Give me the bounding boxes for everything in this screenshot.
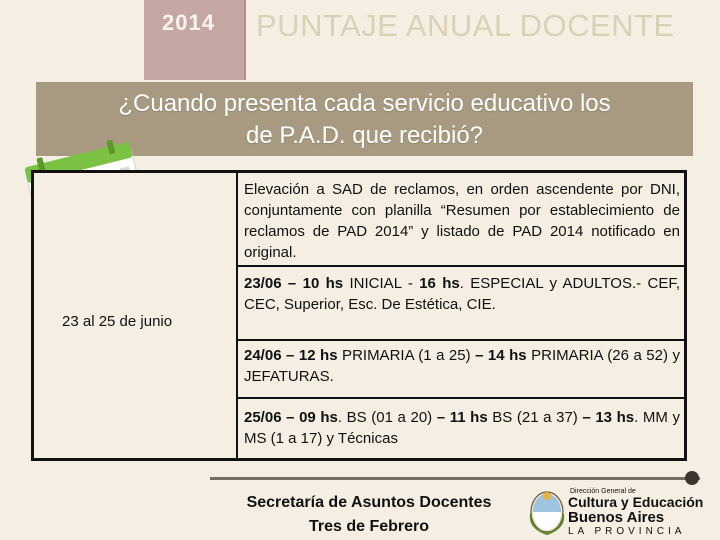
logo-top-text: Dirección General de: [570, 488, 636, 495]
logo-line-2: Buenos Aires: [568, 509, 665, 526]
day-2-time-2: – 14 hs: [475, 347, 527, 364]
day-3-time-2: – 11 hs: [436, 409, 488, 426]
schedule-table: [31, 170, 687, 461]
org-name: Secretaría de Asuntos Docentes: [246, 494, 492, 511]
day-1-time-2: 16 hs: [419, 275, 460, 292]
year-badge: [144, 0, 246, 80]
day-2-levels: PRIMARIA (26 a 52) y JEFATURAS.: [244, 347, 680, 385]
schedule-day-3: [244, 407, 680, 449]
day-2-time: 24/06 – 12 hs: [244, 347, 338, 364]
footer-organization: [224, 491, 514, 539]
day-3-level: . BS (01 a 20): [337, 409, 437, 426]
footer-divider: [210, 477, 700, 480]
question-line-2: de P.A.D. que recibió?: [245, 122, 484, 149]
logo-line-3: LA PROVINCIA: [568, 526, 686, 537]
day-2-level: PRIMARIA (1 a 25): [337, 347, 476, 364]
day-3-level-2: BS (21 a 37): [487, 409, 583, 426]
row-divider: [236, 397, 684, 399]
row-divider: [236, 265, 684, 267]
footer-dot: [685, 471, 699, 485]
page-title: PUNTAJE ANUAL DOCENTE: [256, 8, 675, 43]
schedule-day-2: [244, 345, 680, 387]
logo-line-1: Cultura y Educación: [568, 494, 704, 510]
description-cell: Elevación a SAD de reclamos, en orden ascendente por DNI, conjuntamente con planilla “Resumen por establecimiento de reclamos de PAD 2014” y listado de PAD 2014 notificado en original.: [244, 181, 680, 261]
schedule-day-1: [244, 273, 680, 315]
day-3-time-3: – 13 hs: [582, 409, 635, 426]
org-district: Tres de Febrero: [308, 518, 430, 535]
date-range: 23 al 25 de junio: [62, 313, 173, 330]
row-divider: [236, 339, 684, 341]
government-logo: [568, 488, 720, 540]
column-divider: [236, 173, 238, 458]
year-label: 2014: [162, 10, 215, 35]
day-3-time: 25/06 – 09 hs: [244, 409, 338, 426]
question-line-1: ¿Cuando presenta cada servicio educativo los: [118, 90, 611, 117]
day-3-levels: . MM y MS (1 a 17) y Técnicas: [244, 409, 680, 447]
day-1-levels: . ESPECIAL y ADULTOS.- CEF, CEC, Superior, Esc. De Estética, CIE.: [244, 275, 680, 313]
day-1-level: INICIAL -: [343, 275, 420, 292]
day-1-time: 23/06 – 10 hs: [244, 275, 344, 292]
province-shield-icon: [528, 488, 566, 536]
